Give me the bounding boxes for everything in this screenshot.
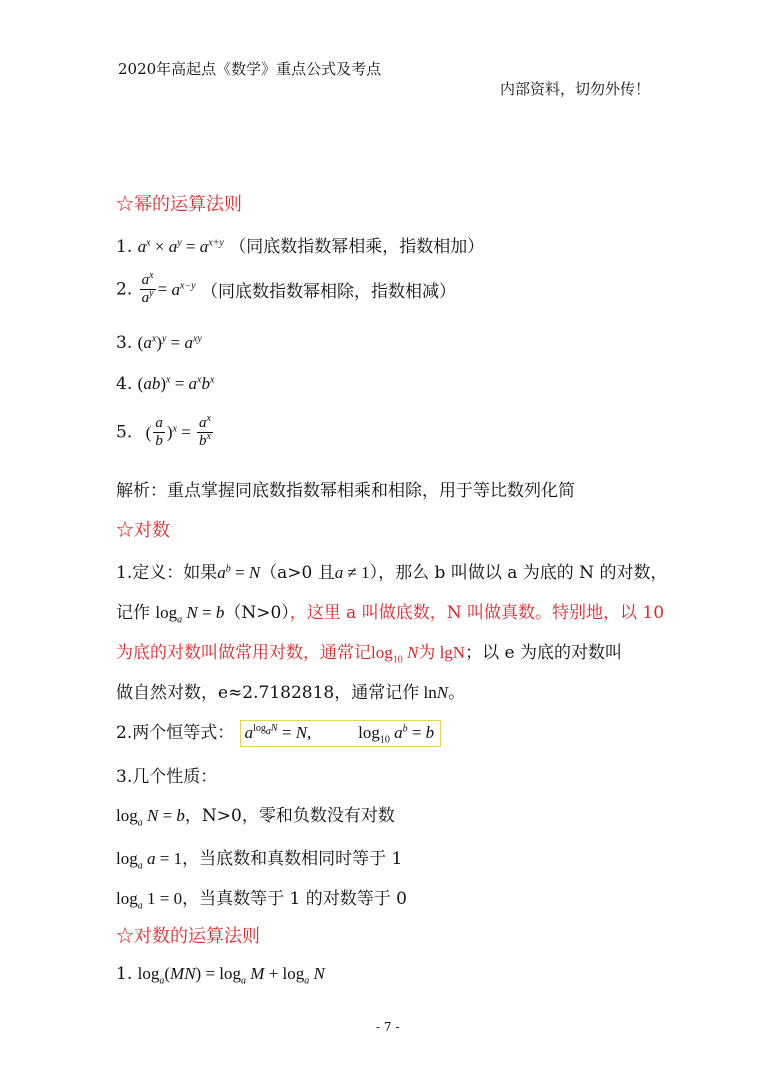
power-rule-1: 1. $a^x \times a^y = a^{x+y}$ （同底数指数幂相乘，指数相加） [116,237,485,257]
log-def-line-4: 做自然对数，e≈2.7182818，通常记作 lnN。 [116,683,466,703]
log-def-line-3: 为底的对数叫做常用对数，通常记$\log_{10} N$为 lgN；以 e 为底的对数叫 [116,643,622,666]
log-identities: 2.两个恒等式： $a^{log_aN} = N$, $\log_{10} a^b = b$ [116,718,441,747]
power-analysis: 解析：重点掌握同底数指数幂相乘和相除，用于等比数列化简 [116,481,575,501]
section-title-log-rules: ☆对数的运算法则 [116,926,260,947]
log-def-line-2: 记作 $\log_a N = b(N>0)$，这里 a 叫做底数，N 叫做真数。特别地，以 10 [116,603,665,626]
identities-box: $a^{log_aN} = N$, $\log_{10} a^b = b$ [240,720,442,747]
power-rule-5: 5. ( $\frac{a}{b}$ )$^x$ = $\frac{a^x}{b^x}$ [116,413,211,449]
power-rule-4: 4. $(ab)^x = a^xb^x$ [116,374,215,394]
log-properties-label: 3.几个性质： [116,767,218,787]
page-header-notice: 内部资料，切勿外传！ [500,80,651,98]
page-number: - 7 - [376,1020,400,1034]
power-rule-3: 3. $(a^x)^y = a^{xy}$ [116,333,202,353]
section-title-power: ☆幂的运算法则 [116,194,242,215]
log-property-2: $\log_a a = 1$，当底数和真数相同时等于 1 [116,849,403,872]
log-property-3: $\log_a 1 = 0$，当真数等于 1 的对数等于 0 [116,889,407,912]
section-title-log: ☆对数 [116,520,170,541]
log-property-1: $\log_a N = b$，N>0，零和负数没有对数 [116,806,395,829]
log-rule-1: 1. $\log_a(MN) = \log_a M + \log_a N$ [116,964,325,987]
power-rule-2: 2. $\frac{a^x}{a^y}$ = $a^{x-y}$ （同底数指数幂相除，指数相减） [116,270,456,306]
log-def-line-1: 1.定义：如果$a^b = N(a>0$ 且a ≠ 1），那么 b 叫做以 a 为底的 N 的对数， [116,563,668,583]
page-header-title: 2020年高起点《数学》重点公式及考点 [118,60,382,78]
power-rule-2-note: （同底数指数幂相除，指数相减） [200,282,456,302]
power-rule-1-note: （同底数指数幂相乘，指数相加） [229,237,485,257]
